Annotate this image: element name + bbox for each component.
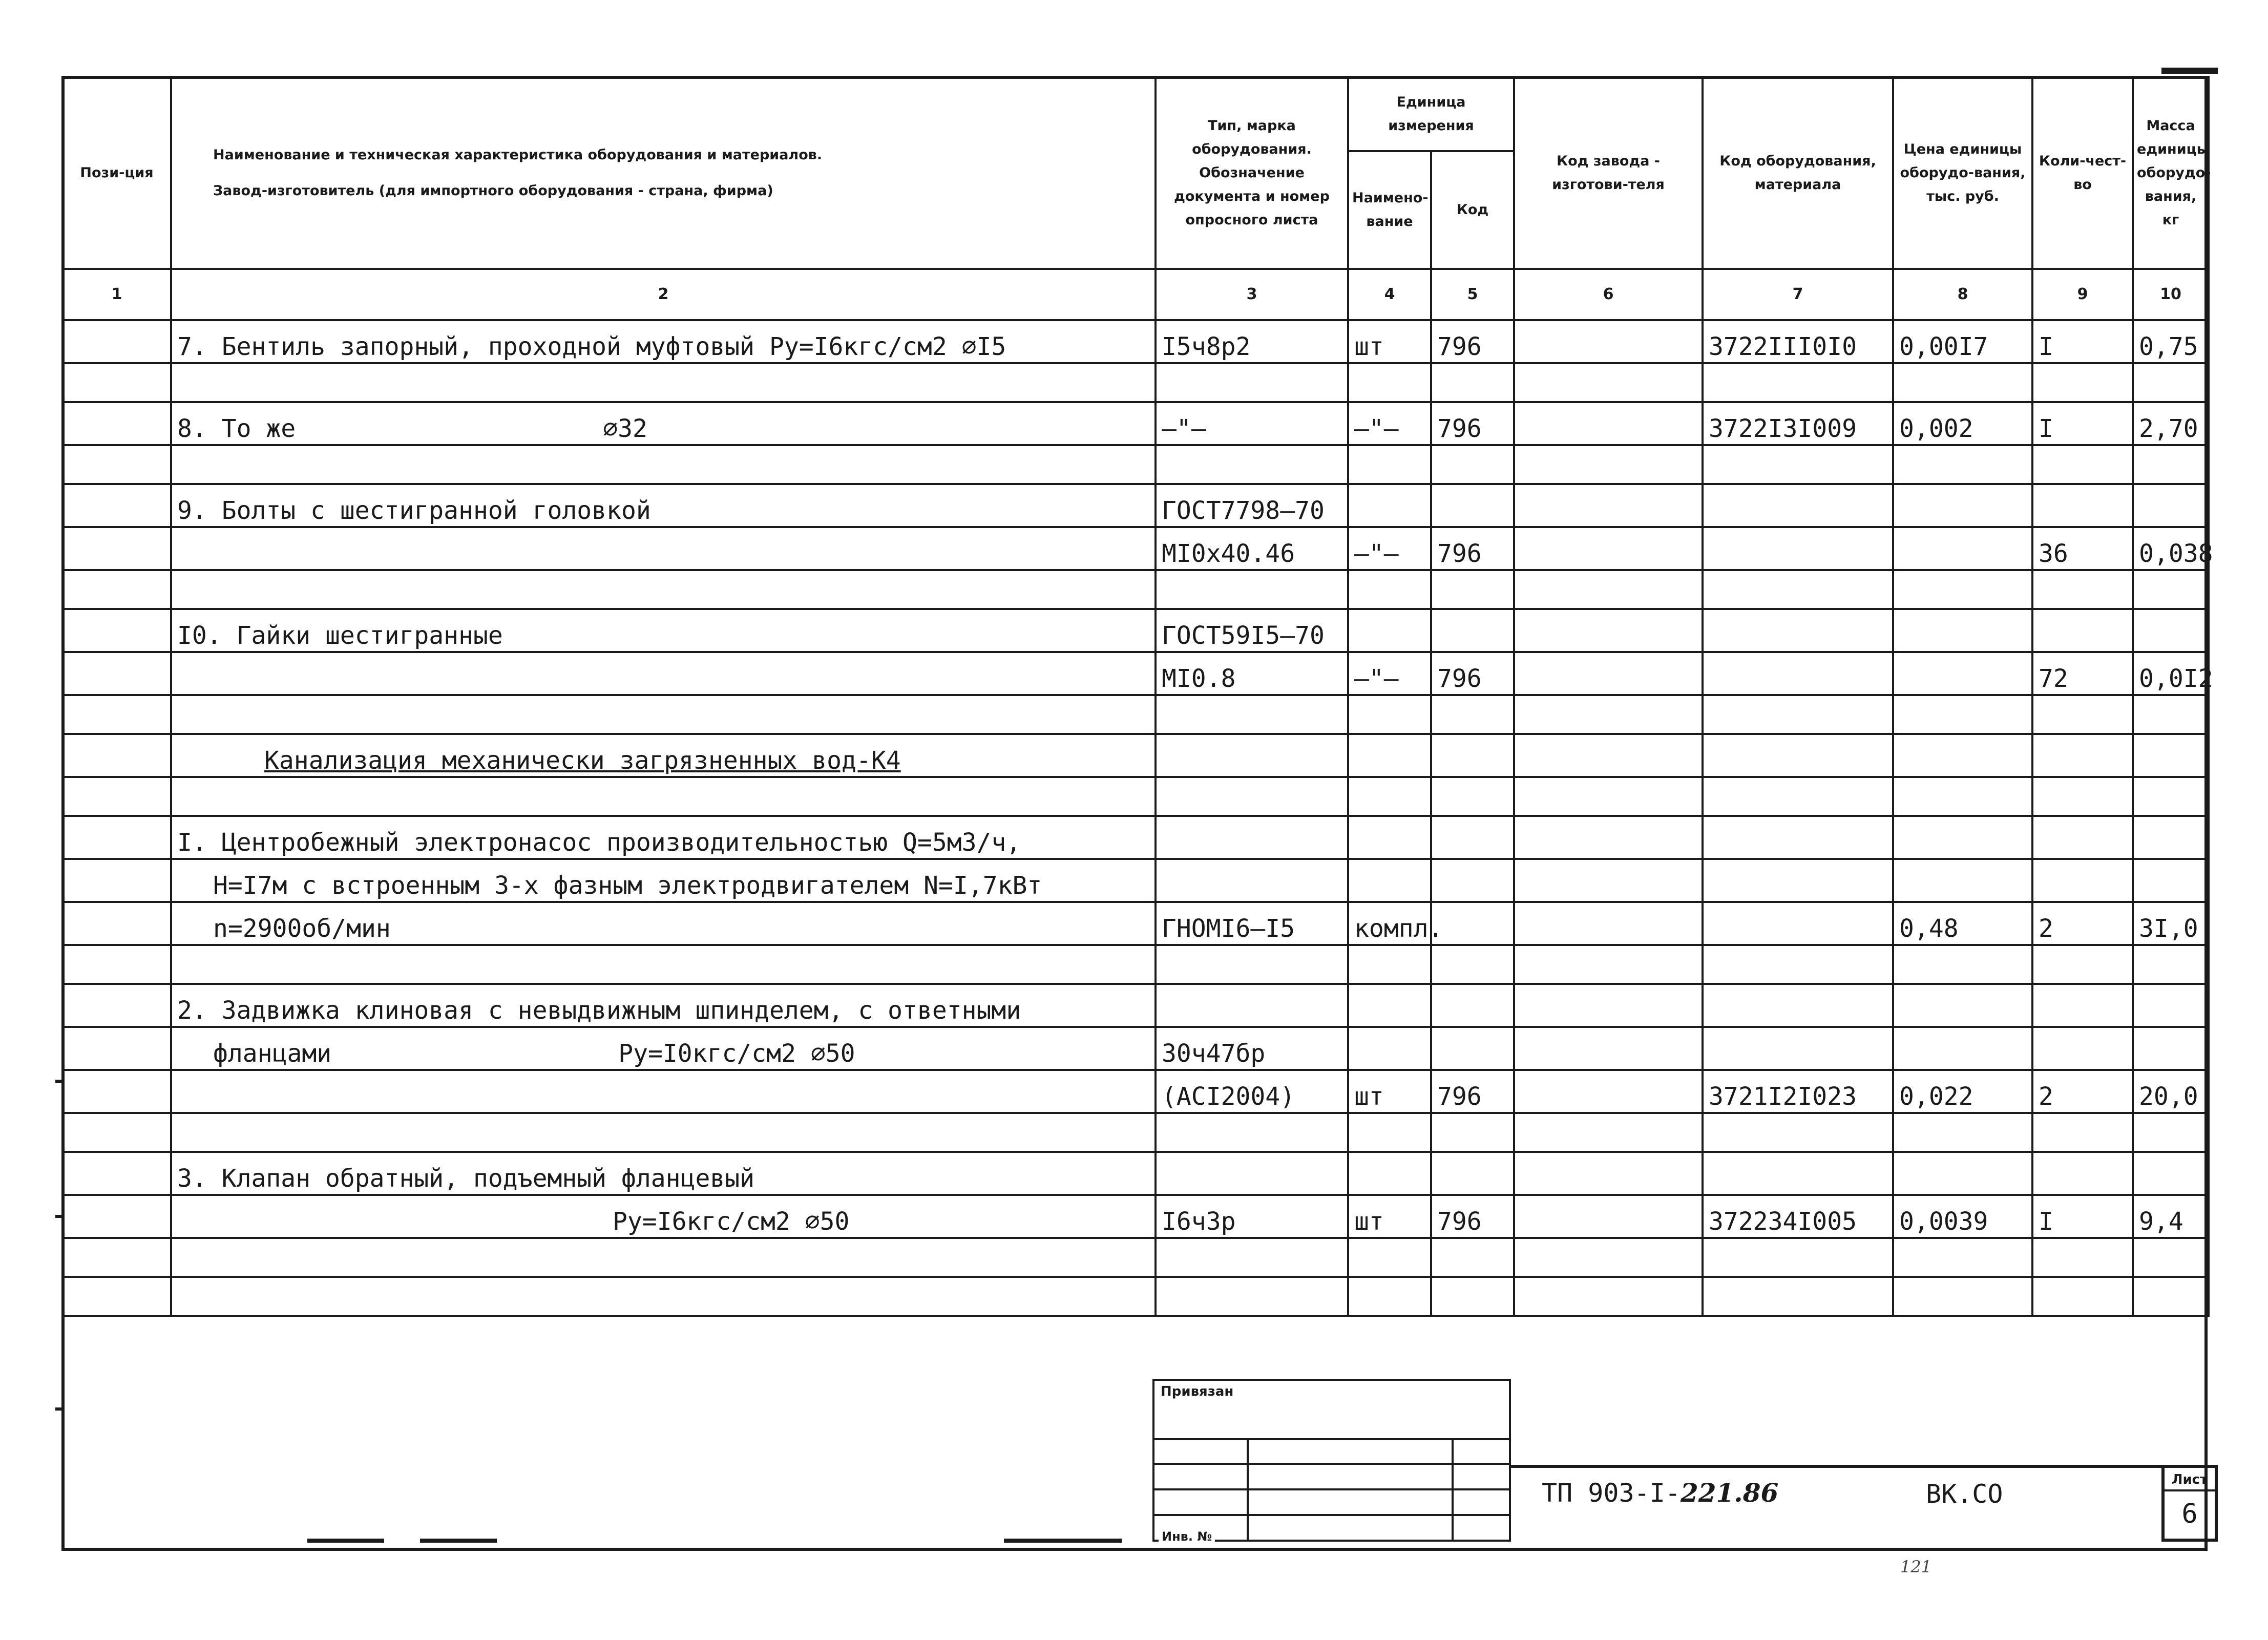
item-unit: –"– bbox=[1348, 527, 1431, 570]
column-number: 10 bbox=[2133, 269, 2209, 320]
item-unit: –"– bbox=[1348, 652, 1431, 695]
item-type: ГОСТ7798–70 bbox=[1156, 484, 1348, 527]
item-type: –"– bbox=[1156, 402, 1348, 445]
margin-tick bbox=[55, 1215, 62, 1218]
column-number: 5 bbox=[1431, 269, 1514, 320]
stamp-label: Привязан bbox=[1161, 1384, 1234, 1399]
item-name-cont: n=2900об/мин bbox=[171, 902, 1156, 945]
item-type-size: MI0x40.46 bbox=[1156, 527, 1348, 570]
item-qty: 2 bbox=[2032, 902, 2133, 945]
margin-tick bbox=[55, 1080, 62, 1083]
item-unit-code: 796 bbox=[1431, 1070, 1514, 1113]
item-type: I6ч3р bbox=[1156, 1195, 1348, 1238]
item-price: 0,48 bbox=[1893, 902, 2032, 945]
stamp-divider bbox=[1247, 1440, 1249, 1542]
item-unit-code: 796 bbox=[1431, 527, 1514, 570]
item-unit: шт bbox=[1348, 1195, 1431, 1238]
section-title-text: Канализация механически загрязненных вод-К4 bbox=[264, 746, 901, 775]
column-number: 9 bbox=[2032, 269, 2133, 320]
item-price: 0,0039 bbox=[1893, 1195, 2032, 1238]
item-code: 372234I005 bbox=[1703, 1195, 1893, 1238]
item-mass: 0,75 bbox=[2133, 320, 2209, 363]
item-unit: шт bbox=[1348, 320, 1431, 363]
item-code: 3722III0I0 bbox=[1703, 320, 1893, 363]
footer-rule bbox=[420, 1539, 497, 1543]
footer-rule bbox=[307, 1539, 384, 1543]
item-qty: I bbox=[2032, 320, 2133, 363]
item-unit-code: 796 bbox=[1431, 1195, 1514, 1238]
stamp-rule bbox=[1154, 1514, 1509, 1516]
header-equipment-code: Код оборудования, материала bbox=[1703, 77, 1893, 269]
document-number-prefix: ТП 903-I- bbox=[1542, 1478, 1681, 1508]
item-name: 2. Задвижка клиновая с невыдвижным шпинделем, с ответными bbox=[171, 984, 1156, 1027]
item-spec: Ру=I6кгс/см2 ⌀50 bbox=[171, 1195, 1156, 1238]
footer-mark: 121 bbox=[1900, 1557, 1932, 1576]
document-stage: ВК.СО bbox=[1926, 1479, 2003, 1509]
header-price: Цена единицы оборудо-вания, тыс. руб. bbox=[1893, 77, 2032, 269]
item-type-size: MI0.8 bbox=[1156, 652, 1348, 695]
top-edge-mark bbox=[2161, 68, 2218, 74]
stamp-rule bbox=[1154, 1488, 1509, 1490]
sheet-box bbox=[2161, 1465, 2218, 1542]
document-number-handwritten: 221.86 bbox=[1680, 1478, 1779, 1508]
binding-stamp bbox=[1152, 1379, 1511, 1542]
stamp-divider bbox=[1452, 1440, 1454, 1542]
item-code: 3721I2I023 bbox=[1703, 1070, 1893, 1113]
item-price: 0,022 bbox=[1893, 1070, 2032, 1113]
item-name: 9. Болты с шестигранной головкой bbox=[171, 484, 1156, 527]
item-unit-code: 796 bbox=[1431, 320, 1514, 363]
item-mass: 0,038 bbox=[2133, 527, 2209, 570]
column-number: 3 bbox=[1156, 269, 1348, 320]
header-unit-code: Код bbox=[1431, 151, 1514, 269]
item-mass: 20,0 bbox=[2133, 1070, 2209, 1113]
footer-rule bbox=[1004, 1539, 1122, 1543]
item-unit: –"– bbox=[1348, 402, 1431, 445]
header-name-line1: Наименование и техническая характеристика оборудования и материалов. bbox=[213, 146, 823, 163]
item-name: I0. Гайки шестигранные bbox=[171, 609, 1156, 652]
item-name: 3. Клапан обратный, подъемный фланцевый bbox=[171, 1152, 1156, 1195]
item-qty: 36 bbox=[2032, 527, 2133, 570]
item-qty: I bbox=[2032, 402, 2133, 445]
item-unit-code: 796 bbox=[1431, 652, 1514, 695]
document-number bbox=[1542, 1478, 1778, 1508]
item-name-text: 8. То же bbox=[177, 414, 296, 443]
item-type: ГОСТ59I5–70 bbox=[1156, 609, 1348, 652]
column-number: 8 bbox=[1893, 269, 2032, 320]
header-unit: Единица измерения bbox=[1348, 77, 1514, 151]
item-qty: I bbox=[2032, 1195, 2133, 1238]
header-unit-name: Наимено-вание bbox=[1348, 151, 1431, 269]
stamp-rule bbox=[1154, 1438, 1509, 1440]
sheet-number: 6 bbox=[2181, 1499, 2198, 1529]
item-spec: Ру=I0кгс/см2 ⌀50 bbox=[618, 1039, 855, 1068]
column-number: 6 bbox=[1514, 269, 1703, 320]
header-quantity: Коли-чест-во bbox=[2032, 77, 2133, 269]
item-price: 0,00I7 bbox=[1893, 320, 2032, 363]
item-price: 0,002 bbox=[1893, 402, 2032, 445]
item-mass: 2,70 bbox=[2133, 402, 2209, 445]
item-diameter: ⌀32 bbox=[603, 414, 647, 443]
header-name-line2: Завод-изготовитель (для импортного оборудования - страна, фирма) bbox=[213, 182, 773, 199]
item-name: 7. Бентиль запорный, проходной муфтовый Ру=I6кгс/см2 ⌀I5 bbox=[171, 320, 1156, 363]
item-unit-code: 796 bbox=[1431, 402, 1514, 445]
item-unit: компл. bbox=[1348, 902, 1431, 945]
stamp-inventory-label: Инв. № bbox=[1159, 1529, 1215, 1544]
item-name-cont: H=I7м с встроенным 3-х фазным электродвигателем N=I,7кВт bbox=[171, 859, 1156, 902]
header-mass: Масса единицы оборудо-вания, кг bbox=[2133, 77, 2209, 269]
item-unit: шт bbox=[1348, 1070, 1431, 1113]
item-mass: 3I,0 bbox=[2133, 902, 2209, 945]
header-type: Тип, марка оборудования. Обозначение документа и номер опросного листа bbox=[1156, 77, 1348, 269]
column-number: 2 bbox=[171, 269, 1156, 320]
column-number: 7 bbox=[1703, 269, 1893, 320]
item-mass: 0,0I2 bbox=[2133, 652, 2209, 695]
header-position: Пози-ция bbox=[62, 77, 171, 269]
item-type: ГНОМI6–I5 bbox=[1156, 902, 1348, 945]
item-qty: 72 bbox=[2032, 652, 2133, 695]
item-name: I. Центробежный электронасос производительностью Q=5м3/ч, bbox=[171, 816, 1156, 859]
item-code: 3722I3I009 bbox=[1703, 402, 1893, 445]
stamp-rule bbox=[1154, 1463, 1509, 1465]
sheet-frame bbox=[61, 76, 2208, 1551]
sheet-label: Лист bbox=[2165, 1465, 2215, 1491]
margin-tick bbox=[55, 1407, 62, 1411]
item-mass: 9,4 bbox=[2133, 1195, 2209, 1238]
item-type: 30ч47бр bbox=[1156, 1027, 1348, 1070]
column-number: 4 bbox=[1348, 269, 1431, 320]
item-type: I5ч8р2 bbox=[1156, 320, 1348, 363]
item-type-code: (АСI2004) bbox=[1156, 1070, 1348, 1113]
column-number: 1 bbox=[62, 269, 171, 320]
item-qty: 2 bbox=[2032, 1070, 2133, 1113]
header-plant-code: Код завода - изготови-теля bbox=[1514, 77, 1703, 269]
item-name-text: фланцами bbox=[213, 1039, 332, 1068]
